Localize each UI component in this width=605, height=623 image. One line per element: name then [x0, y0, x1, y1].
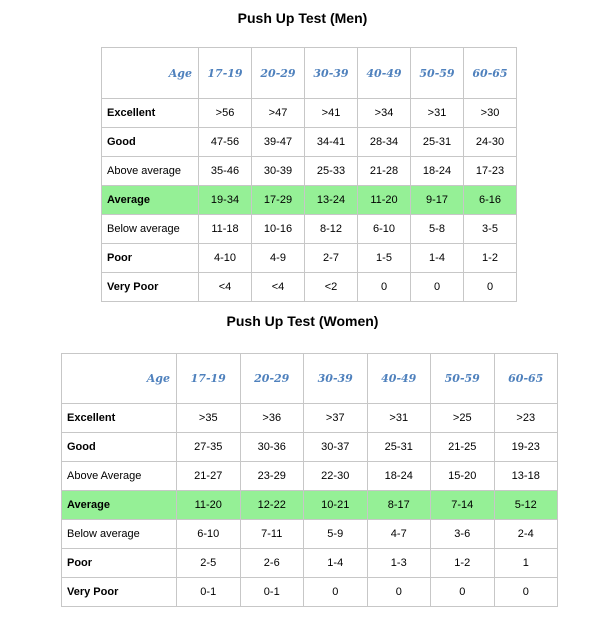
- rating-cell: 25-33: [305, 157, 358, 186]
- men-table-title: Push Up Test (Men): [237, 10, 368, 26]
- rating-cell: >25: [431, 404, 495, 433]
- age-group-header: 60-65: [464, 48, 517, 99]
- rating-cell: 11-18: [199, 215, 252, 244]
- rating-label: Excellent: [102, 99, 199, 128]
- table-row: [102, 99, 517, 128]
- table-row: [62, 433, 558, 462]
- rating-cell: 5-12: [494, 491, 558, 520]
- rating-label: Excellent: [62, 404, 177, 433]
- rating-cell: 10-21: [304, 491, 368, 520]
- age-group-header: 17-19: [199, 48, 252, 99]
- rating-cell: 7-11: [240, 520, 304, 549]
- rating-cell: >41: [305, 99, 358, 128]
- rating-cell: 27-35: [177, 433, 241, 462]
- age-header: Age: [62, 354, 177, 404]
- table-row: [62, 404, 558, 433]
- rating-label: Good: [62, 433, 177, 462]
- rating-cell: 10-16: [252, 215, 305, 244]
- table-row: [62, 491, 558, 520]
- table-row: [62, 578, 558, 607]
- header-row: [62, 354, 558, 404]
- men-pushup-table: [101, 47, 517, 302]
- rating-cell: 28-34: [358, 128, 411, 157]
- age-group-header: 20-29: [240, 354, 304, 404]
- rating-cell: 7-14: [431, 491, 495, 520]
- rating-cell: >35: [177, 404, 241, 433]
- rating-cell: 0: [431, 578, 495, 607]
- rating-cell: 0: [304, 578, 368, 607]
- header-row: [102, 48, 517, 99]
- rating-cell: 25-31: [411, 128, 464, 157]
- rating-cell: 3-5: [464, 215, 517, 244]
- rating-cell: 47-56: [199, 128, 252, 157]
- rating-cell: 13-24: [305, 186, 358, 215]
- rating-cell: 5-9: [304, 520, 368, 549]
- rating-label: Below average: [102, 215, 199, 244]
- age-group-header: 40-49: [358, 48, 411, 99]
- rating-cell: 35-46: [199, 157, 252, 186]
- rating-cell: 5-8: [411, 215, 464, 244]
- rating-label: Poor: [102, 244, 199, 273]
- rating-cell: 17-23: [464, 157, 517, 186]
- rating-cell: 0: [411, 273, 464, 302]
- rating-cell: 1-3: [367, 549, 431, 578]
- rating-cell: >47: [252, 99, 305, 128]
- rating-cell: >36: [240, 404, 304, 433]
- rating-label: Average: [102, 186, 199, 215]
- rating-cell: 13-18: [494, 462, 558, 491]
- rating-cell: 21-25: [431, 433, 495, 462]
- table-row: [102, 186, 517, 215]
- age-header: Age: [102, 48, 199, 99]
- rating-cell: 0: [464, 273, 517, 302]
- age-group-header: 40-49: [367, 354, 431, 404]
- table-row: [102, 244, 517, 273]
- age-group-header: 17-19: [177, 354, 241, 404]
- rating-cell: 4-9: [252, 244, 305, 273]
- rating-cell: 19-34: [199, 186, 252, 215]
- rating-cell: <4: [199, 273, 252, 302]
- rating-cell: 11-20: [358, 186, 411, 215]
- rating-cell: 0: [494, 578, 558, 607]
- rating-label: Good: [102, 128, 199, 157]
- rating-cell: 0: [358, 273, 411, 302]
- rating-cell: 30-37: [304, 433, 368, 462]
- rating-cell: 11-20: [177, 491, 241, 520]
- rating-cell: 39-47: [252, 128, 305, 157]
- rating-cell: 2-4: [494, 520, 558, 549]
- rating-cell: 6-10: [177, 520, 241, 549]
- women-pushup-table: [61, 353, 558, 607]
- rating-cell: 0: [367, 578, 431, 607]
- rating-cell: 0-1: [240, 578, 304, 607]
- age-group-header: 50-59: [411, 48, 464, 99]
- rating-label: Above Average: [62, 462, 177, 491]
- table-row: [102, 273, 517, 302]
- rating-cell: 4-10: [199, 244, 252, 273]
- rating-cell: 1-4: [411, 244, 464, 273]
- rating-cell: 1: [494, 549, 558, 578]
- rating-cell: 2-5: [177, 549, 241, 578]
- rating-cell: 17-29: [252, 186, 305, 215]
- rating-label: Average: [62, 491, 177, 520]
- rating-cell: 24-30: [464, 128, 517, 157]
- rating-cell: 18-24: [411, 157, 464, 186]
- rating-cell: <2: [305, 273, 358, 302]
- rating-cell: 6-10: [358, 215, 411, 244]
- rating-cell: 23-29: [240, 462, 304, 491]
- rating-cell: 2-6: [240, 549, 304, 578]
- rating-cell: >37: [304, 404, 368, 433]
- rating-label: Below average: [62, 520, 177, 549]
- women-table-title: Push Up Test (Women): [226, 313, 379, 329]
- rating-cell: 15-20: [431, 462, 495, 491]
- table-row: [62, 520, 558, 549]
- rating-cell: 12-22: [240, 491, 304, 520]
- age-group-header: 20-29: [252, 48, 305, 99]
- rating-cell: 3-6: [431, 520, 495, 549]
- rating-cell: 34-41: [305, 128, 358, 157]
- rating-cell: 1-2: [431, 549, 495, 578]
- rating-cell: 1-4: [304, 549, 368, 578]
- rating-cell: 0-1: [177, 578, 241, 607]
- rating-cell: 9-17: [411, 186, 464, 215]
- rating-cell: 19-23: [494, 433, 558, 462]
- rating-cell: >31: [411, 99, 464, 128]
- age-group-header: 60-65: [494, 354, 558, 404]
- rating-cell: 25-31: [367, 433, 431, 462]
- rating-cell: >56: [199, 99, 252, 128]
- rating-cell: 6-16: [464, 186, 517, 215]
- rating-cell: 2-7: [305, 244, 358, 273]
- table-row: [102, 157, 517, 186]
- rating-cell: 8-12: [305, 215, 358, 244]
- rating-cell: 8-17: [367, 491, 431, 520]
- rating-label: Above average: [102, 157, 199, 186]
- rating-cell: >23: [494, 404, 558, 433]
- age-group-header: 30-39: [304, 354, 368, 404]
- rating-cell: 30-36: [240, 433, 304, 462]
- table-row: [62, 549, 558, 578]
- rating-cell: 18-24: [367, 462, 431, 491]
- age-group-header: 30-39: [305, 48, 358, 99]
- rating-cell: 21-28: [358, 157, 411, 186]
- rating-cell: 21-27: [177, 462, 241, 491]
- table-row: [62, 462, 558, 491]
- rating-cell: >34: [358, 99, 411, 128]
- rating-cell: <4: [252, 273, 305, 302]
- age-group-header: 50-59: [431, 354, 495, 404]
- rating-cell: 1-5: [358, 244, 411, 273]
- rating-label: Very Poor: [102, 273, 199, 302]
- table-row: [102, 128, 517, 157]
- rating-label: Very Poor: [62, 578, 177, 607]
- rating-cell: 22-30: [304, 462, 368, 491]
- rating-cell: >31: [367, 404, 431, 433]
- rating-cell: 1-2: [464, 244, 517, 273]
- rating-cell: 4-7: [367, 520, 431, 549]
- rating-label: Poor: [62, 549, 177, 578]
- rating-cell: >30: [464, 99, 517, 128]
- table-row: [102, 215, 517, 244]
- rating-cell: 30-39: [252, 157, 305, 186]
